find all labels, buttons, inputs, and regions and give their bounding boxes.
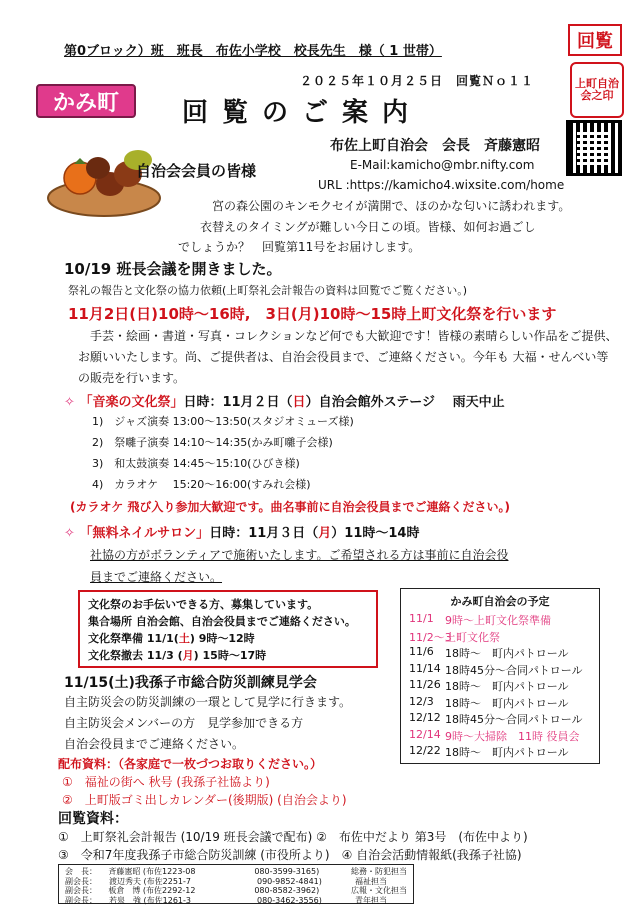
handout-item: ① 福祉の街へ 秋号 (我孫子社協より): [62, 775, 270, 789]
schedule-row: [409, 711, 591, 728]
schedule-row: [409, 678, 591, 695]
officer-duty: 総務・防犯担当: [350, 867, 407, 876]
schedule-row: [409, 662, 591, 679]
officer-phone[interactable]: 080-3462-3556): [257, 895, 322, 905]
officer-role: 会 長：: [65, 867, 97, 876]
schedule-row: [409, 629, 591, 646]
schedule-date: 12/12: [409, 711, 441, 724]
festival-heading: 11月2日(日)10時～16時, 3日(月)10時～15時上町文化祭を行います: [68, 305, 557, 323]
prep-line: [88, 630, 368, 647]
nail-day: 月: [318, 526, 332, 541]
drill-text: [64, 692, 351, 755]
officer-row: [65, 877, 407, 887]
email-address[interactable]: E-Mail:kamicho@mbr.nifty.com: [350, 158, 535, 172]
teardown-day: 月: [182, 649, 194, 662]
schedule-date: 11/14: [409, 661, 441, 675]
meeting-heading: 10/19 班長会議を開きました。: [64, 260, 282, 278]
officers-table: [58, 864, 414, 904]
schedule-row: [409, 744, 591, 761]
qr-code-icon: [566, 120, 622, 176]
schedule-row: [409, 728, 591, 745]
karaoke-notice: (カラオケ 飛び入り参加大歓迎です。曲名事前に自治会役員までご連絡ください。): [70, 500, 510, 514]
schedule-row: [409, 612, 591, 629]
officer-row: [65, 867, 407, 877]
website-url[interactable]: URL :https://kamicho4.wixsite.com/home: [318, 178, 565, 192]
music-event-name: 「音楽の文化祭」: [79, 395, 184, 410]
music-day: 日: [292, 395, 306, 410]
schedule-event: 18時45分～合同パトロール: [445, 713, 583, 726]
schedule-row: [409, 695, 591, 712]
meeting-text: 祭礼の報告と文化祭の協力依頼(上町祭礼会計報告の資料は回覧でご覧ください。): [68, 284, 468, 297]
association-seal: 上町自治会之印: [570, 62, 624, 118]
schedule-event: 18時～ 町内パトロール: [445, 696, 569, 710]
schedule-date: 12/14: [409, 727, 441, 741]
prep-time: ) 9時～12時: [189, 632, 255, 645]
prep-day: 土: [178, 632, 190, 645]
addressee-line: 第0ブロック）班 班長 布佐小学校 校長先生 様（ 1 世帯）: [64, 44, 442, 59]
officer-role: 副会長：: [65, 895, 97, 905]
program-item: 2) 祭囃子演奏 14:10～14:35(かみ町囃子会様): [92, 436, 333, 449]
intro-text-2: でしょうか？ 回覧第11号をお届けします。: [178, 240, 421, 254]
kamicho-logo: かみ町: [36, 84, 136, 118]
drill-line: 自治会役員までご連絡ください。: [64, 737, 245, 751]
circulation-heading: 回覧資料：: [58, 811, 128, 827]
nail-when: 日時：11月３日（: [209, 526, 319, 541]
schedule-event: 上町文化祭: [445, 630, 500, 644]
schedule-event: 18時45分～合同パトロール: [445, 663, 583, 677]
officer-duty: 青年担当: [355, 895, 387, 905]
volunteer-line: 文化祭のお手伝いできる方、募集しています。: [88, 598, 319, 611]
schedule-date: 11/6: [409, 645, 434, 658]
schedule-event: 18時～ 町内パトロール: [445, 680, 569, 693]
schedule-title: かみ町自治会の予定: [450, 595, 550, 608]
music-when: 日時：11月２日（: [183, 395, 293, 410]
schedule-event: 18時～ 町内パトロール: [445, 647, 569, 660]
program-item: 1) ジャズ演奏 13:00～13:50(スタジオミューズ様): [92, 415, 354, 428]
nail-heading: [64, 522, 419, 541]
prep-label: 文化祭準備 11/1(: [88, 632, 179, 645]
music-heading: [64, 391, 505, 410]
intro-text: 宮の森公園のキンモクセイが満開で、ほのかな匂いに誘われます。衣替えのタイミングが難しい今日この頃。皆様、如何お過ごし: [200, 199, 571, 234]
handout-item: ② 上町版ゴミ出しカレンダー(後期版) (自治会より): [62, 793, 347, 807]
schedule-row: [409, 645, 591, 662]
sparkle-icon: ✧: [64, 395, 75, 410]
officer-phone[interactable]: 080-3599-3165): [254, 867, 320, 876]
officer-role: 副会長：: [65, 886, 97, 895]
officer-name: 若泉 強 (布佐1261-3: [109, 895, 191, 905]
circulation-item: ① 上町祭礼会計報告 (10/19 班長会議で配布) ② 布佐中だより 第3号 (布佐中より): [58, 830, 528, 844]
drill-line: 自主防災会の防災訓練の一環として見学に行きます。: [64, 695, 352, 709]
officer-row: [65, 896, 407, 905]
organization-name: 布佐上町自治会 会長 斉藤憲昭: [330, 138, 540, 154]
officer-phone[interactable]: 080-8582-3962): [254, 886, 320, 895]
schedule-date: 12/3: [409, 694, 434, 708]
schedule-event: 9時～大掃除 11時 役員会: [445, 729, 580, 743]
schedule-event: 9時～上町文化祭準備: [445, 614, 551, 627]
drill-heading: 11/15(土)我孫子市総合防災訓練見学会: [64, 675, 317, 691]
nail-event-name: 「無料ネイルサロン」: [79, 526, 210, 541]
program-item: 3) 和太鼓演奏 14:45～15:10(ひびき様): [92, 457, 300, 470]
handouts-heading: 配布資料：（各家庭で一枚づつお取りください。）: [58, 757, 323, 771]
circulation-item: ③ 令和7年度我孫子市総合防災訓練 (市役所より) ④ 自治会活動情報紙(我孫子社協): [58, 848, 522, 862]
page-title: 回覧のご案内: [182, 98, 423, 128]
officer-row: [65, 886, 407, 896]
schedule-date: 11/26: [409, 678, 441, 691]
schedule-date: 12/22: [409, 744, 441, 757]
nail-text: 社協の方がボランティアで施術いたします。ご希望される方は事前に自治会役員までご連絡ください。: [90, 548, 509, 584]
volunteer-line: 集合場所 自治会館、自治会役員までご連絡ください。: [88, 615, 356, 628]
volunteer-box: [78, 590, 378, 668]
sparkle-icon: ✧: [64, 526, 75, 541]
officer-name: 板倉 博 (布佐2292-12: [108, 886, 196, 895]
officer-role: 副会長：: [65, 876, 97, 886]
officer-duty: 福祉担当: [355, 876, 387, 886]
schedule-date: 11/2～3: [409, 630, 452, 644]
nail-time: ）11時～14時: [331, 526, 420, 541]
officer-name: 渡辺秀夫 (布佐2251-7: [109, 876, 191, 886]
drill-line: 自主防災会メンバーの方 見学参加できる方: [64, 716, 304, 730]
schedule-event: 18時～ 町内パトロール: [445, 746, 569, 759]
officer-phone[interactable]: 090-9852-4841): [257, 876, 322, 886]
greeting: 自治会会員の皆様: [136, 162, 257, 180]
officer-name: 斉藤憲昭 (布佐1223-08: [108, 867, 196, 876]
schedule-box: [400, 588, 600, 764]
program-item: 4) カラオケ 15:20～16:00(すみれ会様): [92, 478, 311, 491]
teardown-label: 文化祭撤去 11/3 (: [88, 649, 183, 662]
teardown-line: [88, 647, 368, 664]
officer-duty: 広報・文化担当: [350, 886, 407, 895]
kairan-stamp: 回覧: [568, 24, 622, 56]
teardown-time: ) 15時～17時: [193, 649, 267, 662]
music-where: ）自治会館外ステージ 雨天中止: [305, 395, 505, 410]
schedule-date: 11/1: [409, 612, 434, 625]
festival-text: 手芸・絵画・書道・写真・コレクションなど何でも大歓迎です！皆様の素晴らしい作品をご提供、お願いいたします。尚、ご提供者は、自治会役員まで、ご連絡ください。今年も 大福・せんべい等の販売を行います。: [78, 329, 618, 385]
date-number: ２０２５年１０月２５日 回覧Ｎｏ１１: [300, 74, 535, 88]
